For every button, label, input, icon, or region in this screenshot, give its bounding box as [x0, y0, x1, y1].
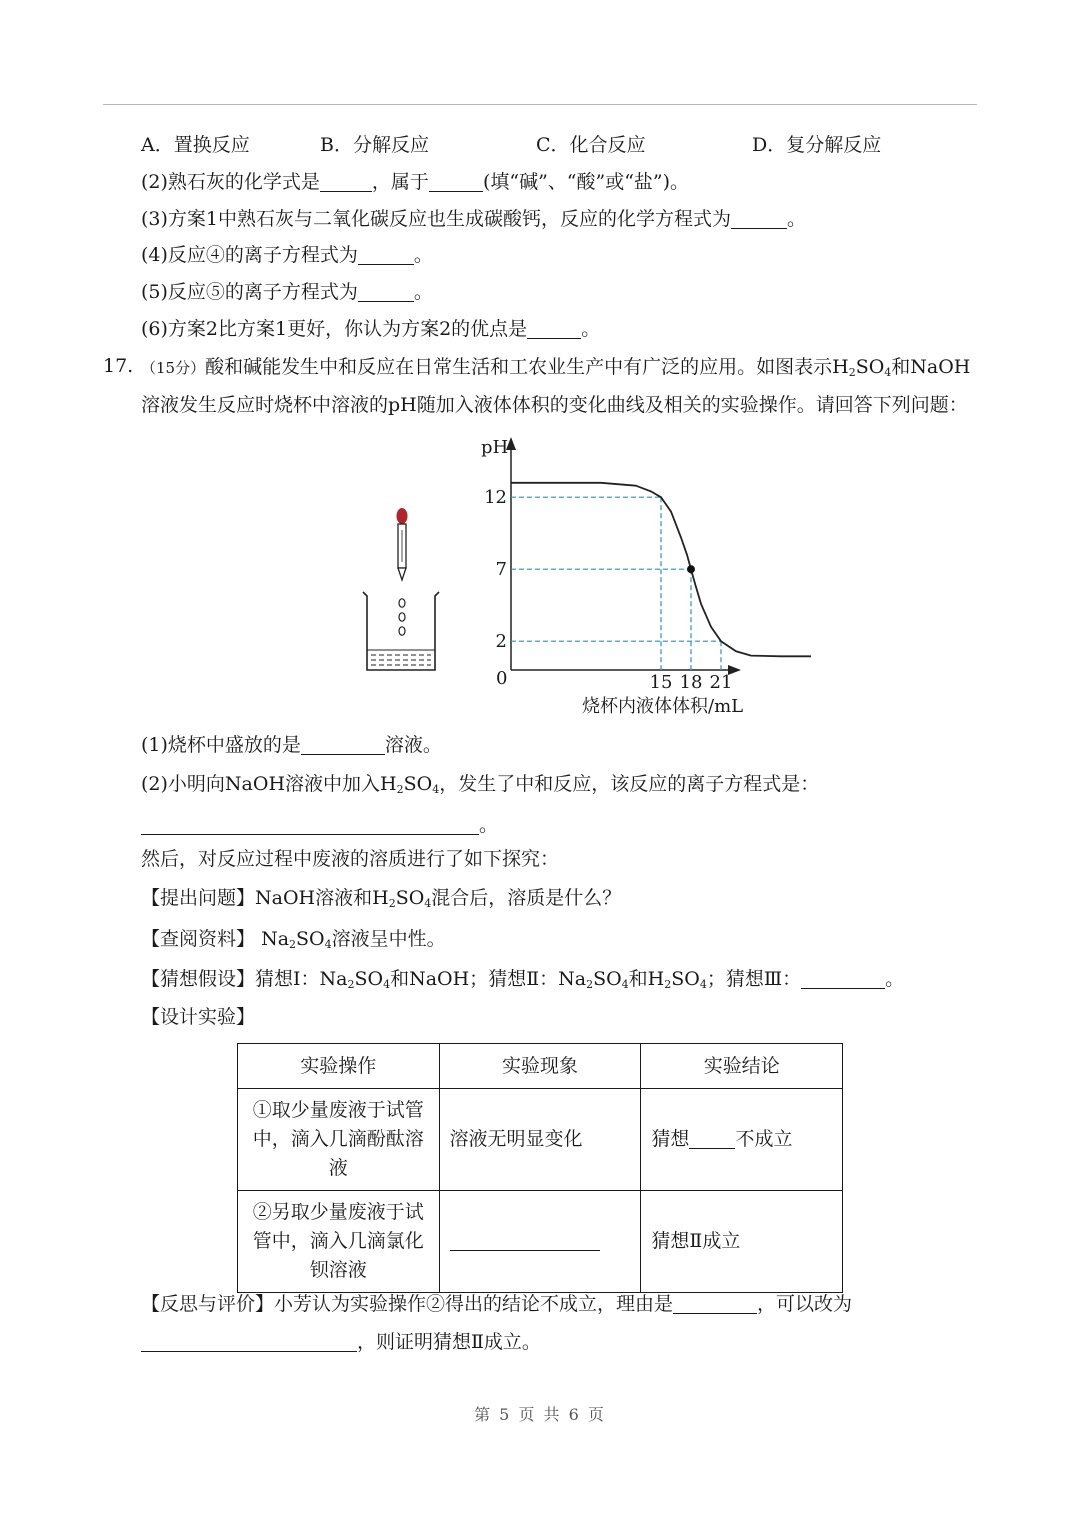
subscript: 2	[289, 938, 297, 951]
dropper-tip	[398, 568, 406, 580]
ask-tag: 【提出问题】	[141, 887, 256, 909]
reflect-text: 小芳认为实验操作②得出的结论不成立，理由是	[274, 1293, 674, 1315]
x-axis-label: 烧杯内液体体积/mL	[582, 696, 744, 717]
formula-so: SO	[354, 968, 384, 990]
guess-tag: 【猜想假设】	[141, 968, 256, 990]
experiment-table	[237, 1043, 843, 1293]
prev-q4-text: (4)反应④的离子方程式为	[141, 244, 358, 266]
formula-so: SO	[403, 773, 433, 795]
answer-blank	[801, 968, 885, 989]
formula-h: H	[380, 773, 397, 795]
q17-sub2-answer	[141, 813, 498, 837]
prev-q4-end: 。	[413, 244, 433, 266]
option-a: A．置换反应	[141, 134, 250, 156]
y-tick-label: 7	[495, 559, 507, 581]
sub2-text2: ，发生了中和反应，该反应的离子方程式是：	[439, 773, 820, 795]
row1-operation: ①取少量废液于试管中，滴入几滴酚酞溶液	[238, 1089, 440, 1191]
origin-label: 0	[496, 668, 508, 689]
sub2-text: (2)小明向NaOH溶液中加入	[141, 773, 381, 795]
subscript: 2	[848, 366, 856, 379]
table-header-row	[238, 1044, 843, 1089]
guess3-label: ；猜想Ⅲ：	[706, 968, 802, 990]
beaker-outline	[363, 592, 439, 670]
ref-text: 溶液呈中性。	[331, 928, 446, 950]
drop	[399, 627, 405, 635]
prev-q5-text: (5)反应⑤的离子方程式为	[141, 281, 358, 303]
dropper-bulb	[397, 508, 408, 524]
reflect-text3: ，则证明猜想Ⅱ成立。	[357, 1331, 541, 1353]
formula-na: Na	[558, 968, 587, 990]
option-b: B．分解反应	[320, 134, 429, 156]
formula-na: Na	[261, 928, 290, 950]
guide-lines	[511, 497, 721, 670]
formula-h: H	[647, 968, 665, 990]
answer-blank	[689, 1128, 735, 1149]
header-operation: 实验操作	[238, 1044, 440, 1089]
formula-so: SO	[593, 968, 622, 990]
q17-ask	[141, 886, 621, 910]
prev-q3-end: 。	[787, 208, 807, 230]
formula-h: H	[832, 356, 849, 378]
subscript: 2	[388, 897, 396, 910]
answer-blank	[673, 1293, 757, 1314]
table-row	[238, 1089, 843, 1191]
drop	[399, 599, 405, 607]
reflect-text2: ，可以改为	[757, 1293, 853, 1315]
answer-blank	[301, 734, 385, 755]
formula-so: SO	[671, 968, 700, 990]
q17-sub2	[141, 772, 819, 796]
prev-q2-text: (2)熟石灰的化学式是	[141, 171, 320, 193]
neutral-point	[687, 565, 695, 573]
option-c: C．化合反应	[536, 134, 646, 156]
prev-q6-end: 。	[581, 318, 601, 340]
row2-conclusion: 猜想Ⅱ成立	[641, 1191, 843, 1293]
formula-na: Na	[319, 968, 348, 990]
row1-conclusion-a: 猜想	[651, 1128, 690, 1150]
subscript: 2	[586, 978, 594, 991]
q17-intro-text2: 和NaOH	[891, 356, 971, 378]
answer-blank	[141, 1331, 357, 1352]
prev-q2-text3: (填“碱”、“酸”或“盐”)。	[482, 171, 690, 193]
subscript: 4	[324, 938, 332, 951]
prev-q5-end: 。	[413, 281, 433, 303]
subscript: 2	[664, 978, 672, 991]
ask-text2: 混合后，溶质是什么？	[431, 887, 622, 909]
subscript: 4	[424, 897, 432, 910]
subscript: 4	[884, 366, 892, 379]
subscript: 4	[432, 783, 440, 796]
x-tick-label: 18	[679, 672, 703, 693]
option-d: D．复分解反应	[752, 134, 882, 156]
formula-h: H	[372, 887, 389, 909]
row1-conclusion-b: 不成立	[735, 1128, 793, 1150]
guess1-text: 和NaOH；	[390, 968, 489, 990]
row2-operation: ②另取少量废液于试管中，滴入几滴氯化钡溶液	[238, 1191, 440, 1293]
y-axis-label: pH	[481, 437, 509, 458]
sub1-end: 溶液。	[384, 734, 442, 756]
row1-phenomenon: 溶液无明显变化	[439, 1089, 641, 1191]
q17-reflect-line2	[141, 1330, 541, 1354]
x-tick-label: 15	[649, 672, 673, 693]
q17-reflect	[141, 1292, 852, 1316]
drop	[399, 613, 405, 621]
q17-guess	[141, 967, 904, 991]
q17-design: 【设计实验】	[141, 1006, 256, 1028]
guess-end: 。	[885, 968, 905, 990]
row1-conclusion	[641, 1089, 843, 1191]
formula-so: SO	[395, 887, 425, 909]
table-row	[238, 1191, 843, 1293]
reflect-tag: 【反思与评价】	[141, 1293, 275, 1315]
q17-intro-line2: 溶液发生反应时烧杯中溶液的pH随加入液体体积的变化曲线及相关的实验操作。请回答下列问题：	[141, 394, 968, 416]
prev-q6-text: (6)方案2比方案1更好，你认为方案2的优点是	[141, 318, 528, 340]
y-tick-label: 2	[495, 631, 507, 653]
q17-then: 然后，对反应过程中废液的溶质进行了如下探究：	[141, 848, 560, 870]
subscript: 4	[621, 978, 629, 991]
prev-q3-text: (3)方案1中熟石灰与二氧化碳反应也生成碳酸钙，反应的化学方程式为	[141, 208, 732, 230]
sub1-text: (1)烧杯中盛放的是	[141, 734, 301, 756]
dropper-illustration	[397, 508, 408, 580]
header-phenomenon: 实验现象	[439, 1044, 641, 1089]
sub2-end: 。	[479, 814, 499, 836]
subscript: 2	[347, 978, 355, 991]
q17-ref	[141, 927, 446, 951]
subscript: 4	[383, 978, 391, 991]
beaker-illustration	[363, 592, 439, 670]
tick-labels	[484, 487, 732, 693]
ph-chart	[481, 437, 811, 717]
ref-tag: 【查阅资料】	[141, 928, 256, 950]
formula-so: SO	[855, 356, 885, 378]
subscript: 4	[699, 978, 707, 991]
x-tick-label: 21	[709, 672, 733, 693]
formula-so: SO	[296, 928, 325, 950]
guess2-text: 和	[628, 968, 648, 990]
y-tick-label: 12	[484, 487, 507, 509]
q17-intro-text: 酸和碱能发生中和反应在日常生活和工农业生产中有广泛的应用。如图表示	[205, 356, 833, 378]
q17-sub1	[141, 733, 442, 757]
guess2-label: 猜想Ⅱ：	[488, 968, 559, 990]
answer-blank	[450, 1230, 600, 1251]
subscript: 2	[396, 783, 404, 796]
page-footer: 第 5 页 共 6 页	[474, 1405, 606, 1424]
q17-score: （15分）	[141, 359, 206, 377]
question-number: 17.	[103, 355, 134, 377]
header-conclusion: 实验结论	[641, 1044, 843, 1089]
guess1-label: 猜想Ⅰ：	[255, 968, 320, 990]
row2-phenomenon	[439, 1191, 641, 1293]
ask-text: NaOH溶液和	[255, 887, 373, 909]
prev-q2-text2: ，属于	[371, 171, 429, 193]
answer-blank	[141, 814, 479, 835]
